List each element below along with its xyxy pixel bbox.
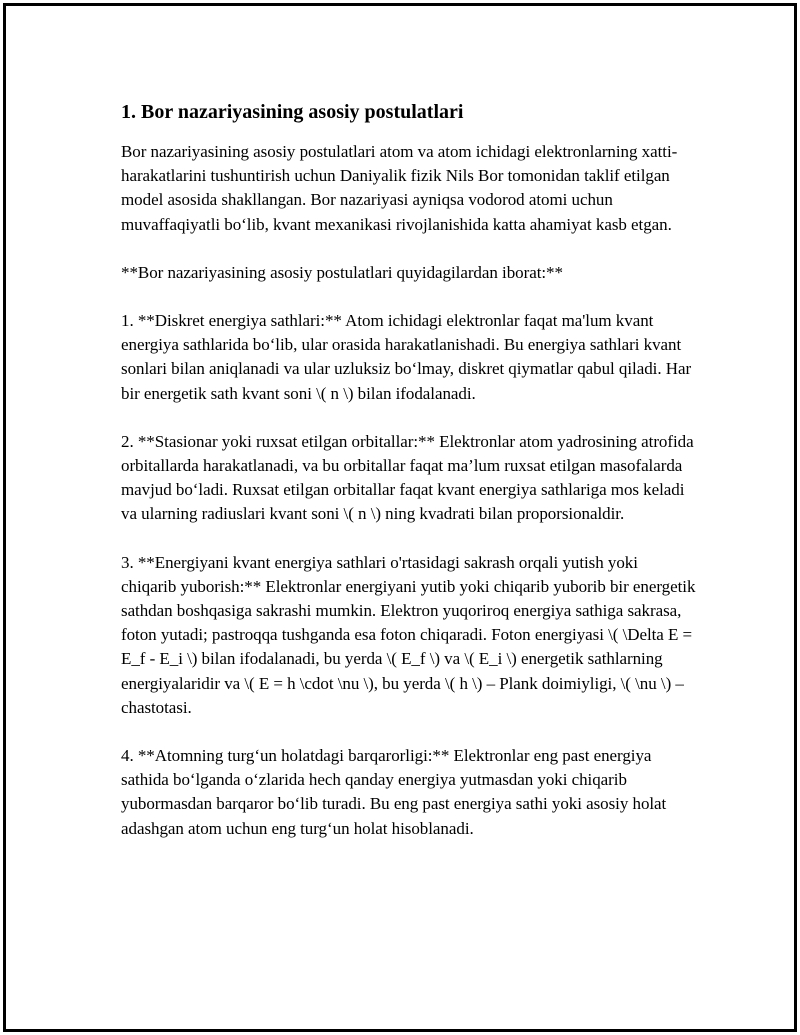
postulate-4: 4. **Atomning turg‘un holatdagi barqarorligi:** Elektronlar eng past energiya sathida bo‘lganda o‘zlarida hech qanday energiya yutmasdan yoki chiqarib yubormasdan barqaror bo‘lib turadi. Bu eng past energiya sathi yoki asosiy holat adashgan atom uchun eng turg‘un holat hisoblanadi. — [121, 746, 667, 838]
intro-paragraph: Bor nazariyasining asosiy postulatlari atom va atom ichidagi elektronlarning xatti-harakatlarini tushuntirish uchun Daniyalik fizik Nils Bor tomonidan taklif etilgan model asosida shakllangan. Bor nazariyasi ayniqsa vodorod atomi uchun muvaffaqiyatli bo‘lib, kvant mexanikasi rivojlanishida katta ahamiyat kasb etgan. — [121, 142, 678, 234]
document-body — [121, 98, 696, 865]
section-heading: 1. Bor nazariyasining asosiy postulatlari — [121, 101, 464, 123]
postulate-2: 2. **Stasionar yoki ruxsat etilgan orbitallar:** Elektronlar atom yadrosining atrofida orbitallarda harakatlanadi, va bu orbitallar faqat ma’lum ruxsat etilgan masofalarda mavjud bo‘ladi. Ruxsat etilgan orbitallar faqat kvant energiya sathlariga mos keladi va ularning radiuslari kvant soni \( n \) ning kvadrati bilan proporsionaldir. — [121, 431, 694, 524]
postulate-1: 1. **Diskret energiya sathlari:** Atom ichidagi elektronlar faqat ma'lum kvant energiya sathlarida bo‘lib, ular orasida harakatlanishadi. Bu energiya sathlari kvant sonlari bilan aniqlanadi va ular uzluksiz bo‘lmay, diskret qiymatlar qabul qiladi. Har bir energetik sath kvant soni \( n \) bilan ifodalanadi. — [121, 311, 692, 403]
list-heading: **Bor nazariyasining asosiy postulatlari quyidagilardan iborat:** — [121, 262, 563, 282]
postulate-3: 3. **Energiyani kvant energiya sathlari o'rtasidagi sakrash orqali yutish yoki chiqarib yuborish:** Elektronlar energiyani yutib yoki chiqarib yuborib bir energetik sathdan boshqasiga sakrashi mumkin. Elektron yuqoriroq energiya sathiga sakrasa, foton yutadi; pastroqqa tushganda esa foton chiqaradi. Foton energiyasi \( \Delta E = E_f - E_i \) bilan ifodalanadi, bu yerda \( E_f \) va \( E_i \) energetik sathlarning energiyalaridir va \( E = h \cdot \nu \), bu yerda \( h \) – Plank doimiyligi, \( \nu \) – chastotasi. — [121, 552, 696, 717]
page-frame — [3, 3, 797, 1032]
